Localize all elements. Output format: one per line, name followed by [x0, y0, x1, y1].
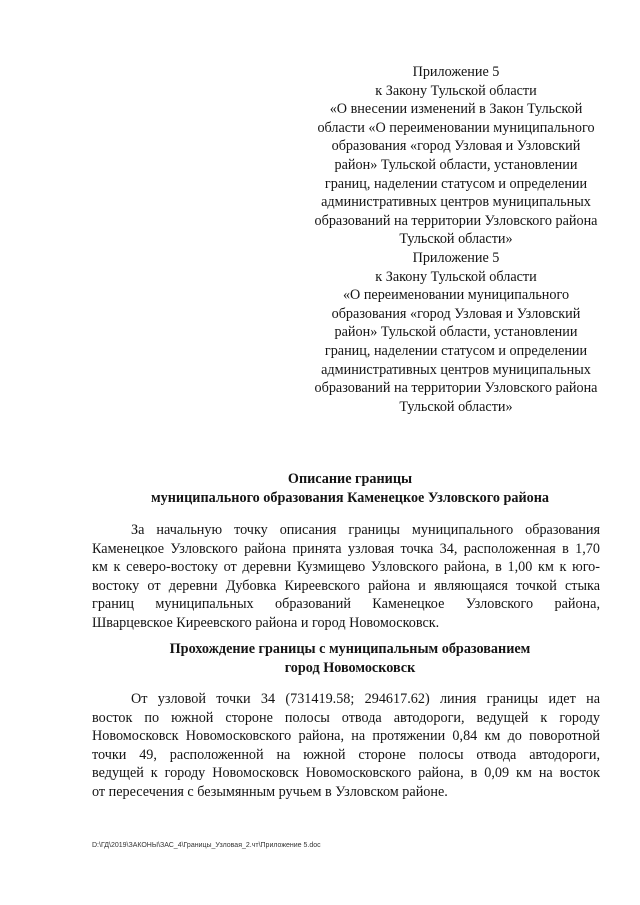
paragraph-line: Каменецкое Узловского района принята узловая точка 34, расположенная в 1,70	[92, 540, 600, 557]
appendix-line: Приложение 5	[412, 64, 500, 80]
section-heading-line: город Новомосковск	[284, 659, 416, 676]
paragraph-line: точки 49, расположенной на южной стороне полосы отвода автодороги,	[92, 746, 600, 763]
document-title	[92, 470, 608, 507]
appendix-line: Тульской области»	[399, 231, 513, 248]
appendix-line: образования «город Узловая и Узловский	[331, 138, 581, 155]
appendix-line: области «О переименовании муниципального	[317, 119, 595, 136]
appendix-line: административных центров муниципальных	[321, 361, 591, 378]
title-line: Описание границы	[287, 471, 413, 487]
appendix-header-original	[300, 249, 612, 416]
appendix-header-new	[300, 63, 612, 249]
section-heading	[92, 640, 608, 677]
paragraph-line: км к северо-востоку от деревни Кузмищево Узловского района, в 1,00 км к юго-	[92, 559, 600, 576]
paragraph-line: От узловой точки 34 (731419.58; 294617.62) линия границы идет на	[131, 691, 600, 707]
appendix-line: административных центров муниципальных	[321, 194, 591, 211]
appendix-line: границ, наделении статусом и определении	[324, 342, 588, 359]
appendix-line: к Закону Тульской области	[375, 82, 537, 99]
appendix-line: «О переименовании муниципального	[342, 287, 570, 304]
paragraph-line: ведущей к городу Новомосковск Новомосковского района, в 0,09 км на восток	[92, 765, 600, 782]
paragraph-line: востоку от деревни Дубовка Киреевского района и являющаяся точкой стыка	[92, 577, 600, 594]
paragraph-line: Новомосковск Новомосковского района, на протяжении 0,84 км до поворотной	[92, 728, 600, 745]
title-line: муниципального образования Каменецкое Узловского района	[150, 489, 549, 506]
appendix-line: «О внесении изменений в Закон Тульской	[329, 101, 583, 118]
paragraph-line: За начальную точку описания границы муниципального образования	[131, 522, 600, 538]
appendix-line: район» Тульской области, установлении	[334, 156, 578, 173]
file-path-footer: D:\ГД\2019\ЗАКОНЫ\ЗАС_4\Границы_Узловая_2.чт\Приложение 5.doc	[92, 842, 321, 849]
appendix-line: к Закону Тульской области	[375, 268, 537, 285]
paragraph-line: от пересечения с безымянным ручьем в Узловском районе.	[92, 783, 448, 800]
section-heading-line: Прохождение границы с муниципальным образованием	[169, 641, 531, 657]
appendix-line: образований на территории Узловского района	[314, 380, 598, 397]
appendix-line: Приложение 5	[412, 250, 500, 266]
paragraph-line: Шварцевское Киреевского района и город Новомосковск.	[92, 614, 440, 631]
intro-paragraph	[92, 521, 600, 633]
appendix-line: район» Тульской области, установлении	[334, 324, 578, 341]
appendix-line: образований на территории Узловского района	[314, 212, 598, 229]
boundary-paragraph	[92, 690, 600, 802]
appendix-line: образования «город Узловая и Узловский	[331, 305, 581, 322]
paragraph-line: восток по южной стороне полосы отвода автодороги, ведущей к городу	[92, 709, 600, 726]
appendix-line: Тульской области»	[399, 398, 513, 415]
paragraph-line: границ муниципальных образований Каменецкое Узловского района,	[92, 596, 600, 613]
appendix-line: границ, наделении статусом и определении	[324, 175, 588, 192]
